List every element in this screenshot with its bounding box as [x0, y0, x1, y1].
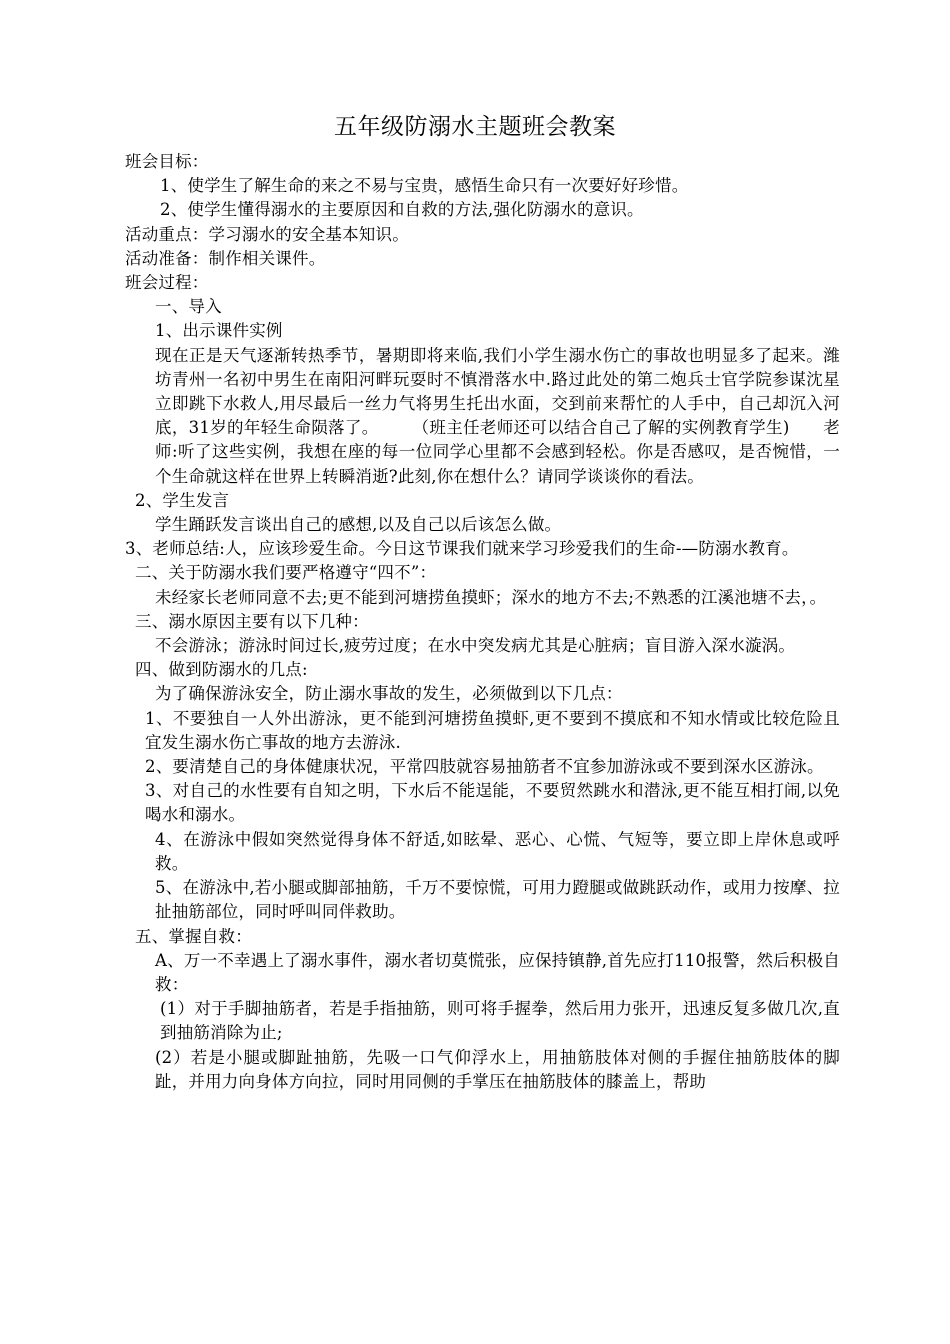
paragraph: 活动重点：学习溺水的安全基本知识。	[125, 224, 409, 244]
paragraph: 五、掌握自救：	[135, 926, 252, 946]
paragraph: (1）对于手脚抽筋者，若是手指抽筋，则可将手握拳，然后用力张开，迅速反复多做几次,直到抽筋消除为止;	[160, 999, 840, 1043]
paragraph: 1、使学生了解生命的来之不易与宝贵，感悟生命只有一次要好好珍惜。	[160, 176, 689, 196]
paragraph: 3、对自己的水性要有自知之明，下水后不能逞能，不要贸然跳水和潜泳,更不能互相打闹,以免喝水和溺水。	[145, 781, 840, 825]
paragraph: 1、出示课件实例	[155, 321, 283, 341]
paragraph: 四、做到防溺水的几点:	[135, 660, 308, 680]
paragraph: 活动准备：制作相关课件。	[125, 248, 326, 268]
paragraph: A、万一不幸遇上了溺水事件，溺水者切莫慌张，应保持镇静,首先应打110报警，然后积极自救：	[155, 950, 840, 994]
paragraph: 2、要清楚自己的身体健康状况，平常四肢就容易抽筋者不宜参加游泳或不要到深水区游泳。	[145, 757, 824, 777]
document-title: 五年级防溺水主题班会教案	[334, 114, 616, 140]
paragraph: 二、关于防溺水我们要严格遵守“四不”：	[135, 563, 437, 583]
paragraph: 学生踊跃发言谈出自己的感想,以及自己以后该怎么做。	[155, 515, 562, 535]
paragraph: 为了确保游泳安全，防止溺水事故的发生，必须做到以下几点：	[155, 684, 623, 704]
paragraph: 班会过程：	[125, 273, 209, 293]
paragraph: (2）若是小腿或脚趾抽筋，先吸一口气仰浮水上，用抽筋肢体对侧的手握住抽筋肢体的脚趾，并用力向身体方向拉，同时用同侧的手掌压在抽筋肢体的膝盖上，帮助	[155, 1047, 840, 1091]
paragraph: 1、不要独自一人外出游泳，更不能到河塘捞鱼摸虾,更不要到不摸底和不知水情或比较危险且宜发生溺水伤亡事故的地方去游泳.	[145, 708, 840, 752]
paragraph: 未经家长老师同意不去;更不能到河塘捞鱼摸虾；深水的地方不去;不熟悉的江溪池塘不去，。	[155, 587, 827, 607]
paragraph: 不会游泳；游泳时间过长,疲劳过度；在水中突发病尤其是心脏病；盲目游入深水漩涡。	[155, 636, 796, 656]
paragraph: 5、在游泳中,若小腿或脚部抽筋，千万不要惊慌，可用力蹬腿或做跳跃动作，或用力按摩、拉扯抽筋部位，同时呼叫同伴救助。	[155, 878, 840, 922]
paragraph: 班会目标：	[125, 152, 209, 171]
paragraph: 4、在游泳中假如突然觉得身体不舒适,如眩晕、恶心、心慌、气短等，要立即上岸休息或呼救。	[155, 829, 840, 873]
paragraph: 2、使学生懂得溺水的主要原因和自救的方法,强化防溺水的意识。	[160, 200, 644, 220]
paragraph: 2、学生发言	[135, 490, 230, 510]
paragraph: 三、溺水原因主要有以下几种：	[135, 611, 369, 631]
paragraph: 3、老师总结:人，应该珍爱生命。今日这节课我们就来学习珍爱我们的生命-—防溺水教育。	[125, 539, 799, 559]
paragraph: 一、导入	[155, 297, 222, 317]
paragraph: 现在正是天气逐渐转热季节，暑期即将来临,我们小学生溺水伤亡的事故也明显多了起来。潍坊青州一名初中男生在南阳河畔玩耍时不慎滑落水中.路过此处的第二炮兵士官学院参谋沈星立即跳下水救人,用尽最后一丝力气将男生托出水面，交到前来帮忙的人手中，自己却沉入河底，31岁的年轻生命陨落了。 （班主任老师还可以结合自己了解的实例教育学生) 老师:听了这些实例，我想在座的每一位同学心里都不会感到轻松。你是否感叹，是否惋惜，一个生命就这样在世界上转瞬消逝?此刻,你在想什么？请同学谈谈你的看法。	[155, 345, 840, 486]
document-body	[115, 150, 840, 1094]
